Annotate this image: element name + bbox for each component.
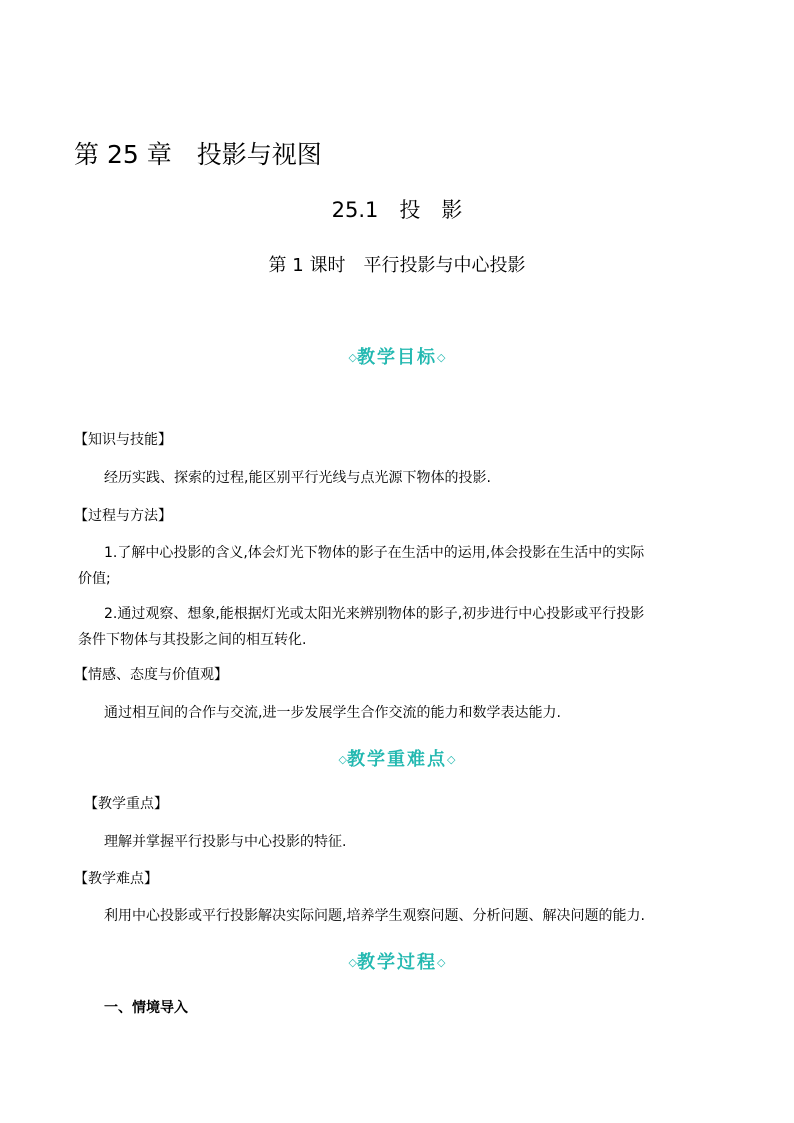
focus-text: 理解并掌握平行投影与中心投影的特征. [104, 834, 347, 850]
diamond-icon: ◇ [437, 351, 446, 364]
diamond-icon: ◇ [348, 956, 357, 969]
banner-objectives-text: 教学目标 [357, 347, 437, 368]
emotion-label: 【情感、态度与价值观】 [74, 667, 228, 683]
chapter-title: 第 25 章 投影与视图 [74, 140, 322, 169]
process-item-2-line-1: 2.通过观察、想象,能根据灯光或太阳光来辨别物体的影子,初步进行中心投影或平行投影 [104, 606, 645, 622]
knowledge-text: 经历实践、探索的过程,能区别平行光线与点光源下物体的投影. [104, 470, 491, 486]
banner-process [0, 950, 794, 976]
step-1-label: 一、情境导入 [104, 1000, 188, 1016]
diamond-icon: ◇ [338, 753, 347, 766]
banner-process-text: 教学过程 [357, 952, 437, 973]
banner-key-points-text: 教学重难点 [347, 749, 447, 770]
emotion-text: 通过相互间的合作与交流,进一步发展学生合作交流的能力和数学表达能力. [104, 705, 561, 721]
process-method-label: 【过程与方法】 [74, 508, 172, 524]
banner-objectives [0, 345, 794, 371]
difficulty-text: 利用中心投影或平行投影解决实际问题,培养学生观察问题、分析问题、解决问题的能力. [104, 908, 645, 924]
section-title: 25.1 投 影 [331, 198, 463, 222]
knowledge-label: 【知识与技能】 [74, 432, 172, 448]
process-item-2-line-2: 条件下物体与其投影之间的相互转化. [78, 632, 307, 648]
process-item-1-line-2: 价值; [78, 571, 111, 587]
diamond-icon: ◇ [348, 351, 357, 364]
diamond-icon: ◇ [437, 956, 446, 969]
diamond-icon: ◇ [447, 753, 456, 766]
process-item-1-line-1: 1.了解中心投影的含义,体会灯光下物体的影子在生活中的运用,体会投影在生活中的实际 [104, 545, 645, 561]
difficulty-label: 【教学难点】 [74, 871, 158, 887]
focus-label: 【教学重点】 [84, 796, 168, 812]
banner-key-points [0, 747, 794, 773]
lesson-title: 第 1 课时 平行投影与中心投影 [268, 255, 526, 276]
